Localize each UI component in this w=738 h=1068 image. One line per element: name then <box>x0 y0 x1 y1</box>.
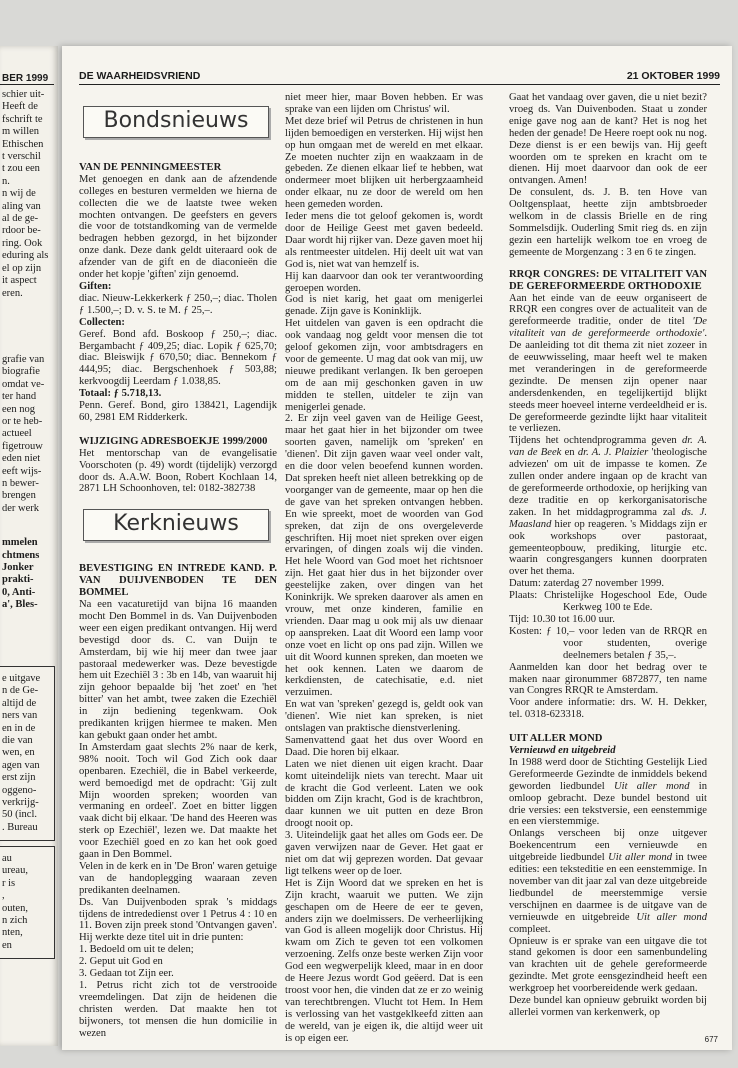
previous-page-line: wen, en <box>2 747 35 759</box>
article-text: Het is Zijn Woord dat we spreken en het is Zijn kracht, waaruit we putten. We zijn geschapen om de Heere de eer te geven, anders zijn we doelmissers. De verheerlijking van God is alleen mogelijk door Christus. Hij kwam om Zich te geven tot een volkomen verzoening. Zelfs onze beste werken Zijn voor God een wegwerpelijk kleed, maar in en door de Heere Jezus wordt God geëerd. Dat is een troost voor hen, die vinden dat ze er zo weinig van terechtbrengen. Vlucht tot Hem. In Hem is verlossing van het vastgeklkeefd zitten aan de wereld, van je eigen ik, die altijd weer uit is op eigen eer. <box>285 877 483 1044</box>
previous-page-line: eren. <box>2 287 23 299</box>
article-title-bevestiging: BEVESTIGING EN INTREDE KAND. P. VAN DUIJVENBODEN TE DEN BOMMEL <box>79 563 277 599</box>
article-text: Aanmelden kan door het bedrag over te maken naar gironummer 6872877, ten name van Congres RRQR te Amsterdam. <box>509 661 707 697</box>
previous-page-line: en <box>2 939 12 951</box>
article-title-penningmeester: VAN DE PENNINGMEESTER <box>79 161 222 173</box>
running-head <box>79 70 720 85</box>
article-text: Aan het einde van de eeuw organiseert de RRQR een congres over de actualiteit van de gereformeerde traditie, onder de titel 'De vitaliteit van de gereformeerde orthodoxie'. De aanleiding tot dit thema zit niet zozeer in de eeuwwisseling, maar heeft wel te maken met veranderingen in de gereformeerde gezindte. De mensen zijn opener naar andersdenkenden, en tegelijkertijd blijkt steeds meer hoeveel interne verdeeldheid er is. De gereformeerde gezindte lijkt haar vitaliteit te verliezen. <box>509 292 707 435</box>
previous-page-line: een nog <box>2 403 35 415</box>
info-line: Tijd: 10.30 tot 16.00 uur. <box>509 613 615 625</box>
article-title-wijziging: WIJZIGING ADRESBOEKJE 1999/2000 <box>79 435 268 447</box>
previous-page-line: ter hand <box>2 391 37 403</box>
article-text: Voor andere informatie: drs. W. H. Dekker, tel. 0318-623318. <box>509 697 707 721</box>
previous-page-line: oggeno- <box>2 784 37 796</box>
giften-label: Giften: <box>79 280 112 292</box>
article-text: Velen in de kerk en in 'De Bron' waren getuige van de handoplegging waaraan zeven predikanten deelnamen. <box>79 860 277 896</box>
column-3 <box>509 92 707 1019</box>
previous-page-line: e uitgave <box>2 673 41 684</box>
article-text: Met deze brief wil Petrus de christenen in hun lijden bemoedigen en versterken. Hij wijst hen op hun omgaan met de wereld en met elkaar. Ze moeten nuchter zijn en waakzaam in de gebeden. Ze dienen elkaar lief te hebben, wat ondermeer moet blijken uit herbergzaamheid onder elkaar, nu ze door de wereld om hen heen gemeden worden. <box>285 115 483 211</box>
previous-page-line: n wij de <box>2 188 36 200</box>
list-item: 2. Geput uit God en <box>79 956 163 968</box>
previous-page-text-top <box>0 89 58 300</box>
column-2 <box>285 92 483 1045</box>
previous-page-line: grafie van <box>2 353 45 365</box>
previous-page-line: prakti- <box>2 574 34 586</box>
previous-page-line: a', Bles- <box>2 599 38 611</box>
previous-page-box-2 <box>0 846 55 959</box>
page-number: 677 <box>704 1035 718 1044</box>
previous-page-line: eduring als <box>2 250 49 262</box>
previous-page-line: Jonker <box>2 562 34 573</box>
article-title-rrqr: RRQR CONGRES: DE VITALITEIT VAN DE GEREFORMEERDE ORTHODOXIE <box>509 268 707 292</box>
previous-page-line: eden niet <box>2 453 41 465</box>
article-text: En wat van 'spreken' gezegd is, geldt ook van 'dienen'. Wie niet kan spreken, is niet ontslagen van praktische dienstverlening. <box>285 699 483 735</box>
previous-page-edge <box>0 46 58 1046</box>
previous-page-line: biografie <box>2 366 40 378</box>
previous-page-box-1 <box>0 666 55 841</box>
previous-page-line: al de ge- <box>2 213 39 225</box>
previous-page-line: t zou een <box>2 163 40 175</box>
previous-page-line: 50 (incl. <box>2 809 37 821</box>
previous-page-line: it aspect <box>2 275 37 287</box>
previous-page-line: r is <box>2 877 16 889</box>
previous-page-line: ureau, <box>2 865 28 877</box>
list-item: 3. Gedaan tot Zijn eer. <box>79 968 174 980</box>
previous-page-line: el op zijn <box>2 262 42 274</box>
article-text: Opnieuw is er sprake van een uitgave die tot stand gekomen is door een samenbundeling van krachten uit de gehele gereformeerde gezindte. Met grote eensgezindheid heeft een werkgroep het voorbereidende werk gedaan. <box>509 935 707 995</box>
article-title-uit-aller-mond: UIT ALLER MOND <box>509 733 603 745</box>
previous-page-line: or te heb- <box>2 415 43 427</box>
previous-page-line: mmelen <box>2 537 38 549</box>
info-line: Kosten: ƒ 10,– voor leden van de RRQR en voor studenten, overige deelnemers betalen ƒ 35,–. <box>509 625 707 661</box>
previous-page-line: omdat ve- <box>2 378 45 390</box>
previous-page-line: verkrijg- <box>2 797 39 809</box>
article-text: Deze bundel kan opnieuw gebruikt worden bij allerlei vormen van kerkenwerk, op <box>509 995 707 1018</box>
list-item: 1. Bedoeld om uit te delen; <box>79 944 194 956</box>
previous-page-line: outen, <box>2 902 28 914</box>
collecten-text: Geref. Bond afd. Boskoop ƒ 250,–; diac. Bergambacht ƒ 409,25; diac. Lopik ƒ 625,70; diac. Bleiswijk ƒ 670,50; diac. Bennekom ƒ 444,95; diac. Bergschenhoek ƒ 503,88; kerkvoogdij Leerdam ƒ 1.038,85. <box>79 328 277 388</box>
previous-page-line: , <box>2 890 5 902</box>
previous-page-line: n bewer- <box>2 477 39 489</box>
article-text: Het mentorschap van de evangelisatie Voorschoten (p. 49) wordt (tijdelijk) verzorgd door ds. A.A.W. Boon, Robert Kochlaan 14, 2871 LH Schoonhoven, tel: 0182-382738 <box>79 447 277 495</box>
article-text: Laten we niet dienen uit eigen kracht. Daar komt uiteindelijk niets van terecht. Maar uit de kracht die God verleent. Laten we ook bidden om Zijn kracht, God is de krachtbron, daar kunnen we uit putten en deze Bron droogt nooit op. <box>285 758 483 830</box>
article-text: Ieder mens die tot geloof gekomen is, wordt door de Heilige Geest met gaven bedeeld. Daar wordt hij rijker van. Deze gaven moet hij als rentmeester uitdelen. Hij deelt uit wat van God is, niet wat van hemzelf is. <box>285 211 483 270</box>
article-text: In Amsterdam gaat slechts 2% naar de kerk, 98% nooit. Toch wil God Zich ook daar openbaren. Ezechiël, die in Babel verkeerde, werd bemoedigd met de opdracht: 'Gij zult Mijn woorden spreken; woorden van vermaning en ordeel'. Zoet en bitter liggen vaak dicht bij elkaar. 'De hand des Heeren was sterk op Ezechiël', lezen we. Dat maakte het voor Ezechiël goed en zo kan het ook goed gaan in Den Bommel. <box>79 741 277 861</box>
previous-page-line: n zich <box>2 915 28 927</box>
previous-page-line: t verschil <box>2 151 41 163</box>
article-text: niet meer hier, maar Boven hebben. Er was sprake van een lijden om Christus' wil. <box>285 92 483 115</box>
previous-page-line: altijd de <box>2 697 37 709</box>
publication-name: DE WAARHEIDSVRIEND <box>79 70 201 82</box>
previous-page-line: ring. Ook <box>2 237 43 249</box>
totaal-line: Totaal: ƒ 5.718,13. <box>79 388 162 400</box>
previous-page-line: schier uit- <box>2 89 45 100</box>
article-text: Samenvattend gaat het dus over Woord en Daad. Die horen bij elkaar. <box>285 734 483 758</box>
previous-page-line: n de Ge- <box>2 685 39 697</box>
issue-date: 21 OKTOBER 1999 <box>626 70 720 82</box>
previous-page-line: eeft wijs- <box>2 465 42 477</box>
article-text: Tijdens het ochtendprogramma geven dr. A. van de Beek en dr. A. J. Plaizier 'theologische adviezen' om uit de impasse te komen. Ze zullen onder andere ingaan op de kracht van de gereformeerde orthodoxie, op herijking van deze traditie en op kerkorganisatorische zaken. In het middagprogramma zal ds. J. Maasland hier op reageren. 's Middags zijn er ook workshops over pastoraat, gemeenteopbouw, prediking, liturgie etc. waarin congresgangers kunnen doorpraten over het thema. <box>509 435 708 578</box>
section-banner-kerknieuws: Kerknieuws <box>83 509 269 541</box>
article-text: De consulent, ds. J. B. ten Hove van Ooltgensplaat, heette zijn ambtsbroeder welkom in de classis Brielle en de ring Sommelsdijk. Ouderling Smit rieg ds. en zijn gezin een hartelijk welkom toe en vroeg de gemeente de Morgenzang : 3 en 6 te zingen. <box>509 187 707 258</box>
info-line: Datum: zaterdag 27 november 1999. <box>509 578 665 590</box>
newspaper-page <box>62 46 732 1050</box>
penning-closing: Penn. Geref. Bond, giro 138421, Lagendijk 60, 2981 EM Ridderkerk. <box>79 400 277 423</box>
article-text: Na een vacaturetijd van bijna 16 maanden mocht Den Bommel in ds. Van Duijvenboden weer een eigen predikant ontvangen. Hij werd bevestigd door ds. C. van Duijn te Amsterdam, bij wie hij meer dan twee jaar pastoraal medewerker was. Deze bevestigde hem uit Ezechiël 3 : 3b en 14b, van waaruit hij zijn gehoor bepaalde bij 'het zoet' en 'het bitter' van het ambt, twee zaken die Ezechiël in zijn bediening tegenkwam. Ook predikanten krijgen hiermee te maken. Men kan gebukt gaan onder het ambt. <box>79 599 277 741</box>
previous-page-text-mid <box>0 354 58 515</box>
previous-page-line: die van <box>2 735 33 747</box>
article-text: Ds. Van Duijvenboden sprak 's middags tijdens de intrededienst over 1 Petrus 4 : 10 en 11. Boven zijn preek stond 'Ontvangen gaven'. Hij werkte deze titel uit in drie punten: <box>79 896 277 944</box>
previous-page-line: en in de <box>2 722 36 734</box>
previous-page-line: Ethischen <box>2 138 44 150</box>
article-subtitle: Vernieuwd en uitgebreid <box>509 745 616 757</box>
previous-page-text-low <box>0 537 58 611</box>
previous-page-line: nten, <box>2 927 23 939</box>
article-text: Met genoegen en dank aan de afzendende colleges en besturen vermelden we hierna de collecten die we de laatste twee weken mochten ontvangen. De geefsters en gevers die voor de totstandkoming van de vermelde bedragen hebben gezorgd, in het bijzonder onze dank. Deze dank geldt uiteraard ook de afzender van de gift en de diaconieën die onder het kopje 'giften' zijn genoemd. <box>79 173 277 281</box>
previous-page-line: agen van <box>2 759 40 771</box>
previous-page-line: figetrouw <box>2 440 43 452</box>
previous-page-line: rdoor be- <box>2 225 41 237</box>
giften-text: diac. Nieuw-Lekkerkerk ƒ 250,–; diac. Tholen ƒ 1.500,–; D. v. S. te M. ƒ 25,–. <box>79 292 277 316</box>
previous-page-line: chtmens <box>2 549 40 561</box>
article-text: God is niet karig, het gaat om menigerlei genade. Zijn gave is Koninklijk. <box>285 294 483 318</box>
column-1 <box>79 90 277 1040</box>
previous-page-line: aling van <box>2 200 41 212</box>
previous-page-line: erst zijn <box>2 772 36 784</box>
article-text: Het uitdelen van gaven is een opdracht die ook vandaag nog geldt voor mensen die tot geloof gekomen zijn, voor ambtsdragers en voor de gemeente. U mag dat ook van mij, uw nieuwe predikant verlangen. Ik ben geroepen om de aan mij geschonken gaven in uw midden te stellen, uitdeler te zijn van menigerlei genade. <box>285 318 483 413</box>
previous-page-line: ners van <box>2 710 38 722</box>
previous-page-line: der werk <box>2 502 40 514</box>
previous-page-line: actueel <box>2 428 32 440</box>
previous-page-line: 0, Anti- <box>2 586 36 598</box>
info-line: Plaats: Christelijke Hogeschool Ede, Oude Kerkweg 100 te Ede. <box>509 590 707 614</box>
previous-page-header: BER 1999 <box>0 46 54 85</box>
previous-page-line: . Bureau <box>2 821 38 833</box>
article-text: 1. Petrus richt zich tot de verstrooide vreemdelingen. Dat zijn de heidenen die christen werden. Dat maakte hen tot bijwoners, tot mensen die hun domicilie in wezen <box>79 980 277 1039</box>
previous-page-line: n. <box>2 175 10 187</box>
previous-page-line: brengen <box>2 490 36 502</box>
article-text: Hij kan daarvoor dan ook ter verantwoording geroepen worden. <box>285 270 483 294</box>
previous-page-line: Heeft de <box>2 101 38 113</box>
article-text: Onlangs verscheen bij onze uitgever Boekencentrum een vernieuwde en uitgebreide liedbundel Uit aller mond in twee edities: een teksteditie en een eenstemmige. In november van dit jaar zal van deze uitgebreide liedbundel de meerstemmige versie verschijnen en daarmee is de uitgave van de vernieuwde en uitgebreide Uit aller mond compleet. <box>509 828 707 935</box>
section-banner-bondsnieuws: Bondsnieuws <box>83 106 269 138</box>
article-text: 3. Uiteindelijk gaat het alles om Gods eer. De gaven verwijzen naar de Gever. Het gaat er niet om dat wij geprezen worden. Dat gevaar ligt telkens weer op de loer. <box>285 830 483 877</box>
article-text: In 1988 werd door de Stichting Gestelijk Lied Gereformeerde Gezindte de inmiddels bekend geworden liedbundel Uit aller mond in omloop gebracht. Deze bundel bestond uit drie versies: een tekstversie, een eenstemmige en een vierstemmige. <box>509 756 708 828</box>
collecten-label: Collecten: <box>79 316 125 328</box>
article-text: Gaat het vandaag over gaven, die u niet bezit? vroeg ds. Van Duivenboden. Staat u zonder enige gave nog aan de kant? Het is nog het heden der genade! De Heere roept ook nu nog. Deze dienst is er een bewijs van. Hij geeft woorden om te spreken en kracht om te dienen. Hij moet daarvoor dan ook de eer ontvangen. Amen! <box>509 92 707 187</box>
previous-page-line: fschrift te <box>2 113 43 125</box>
previous-page-line: m willen <box>2 126 40 138</box>
article-text: 2. Er zijn veel gaven van de Heilige Geest, maar het gaat hier in het bijzonder om twee soorten gaven, namelijk om 'spreken' en 'dienen'. Dit zijn gaven waar veel onder valt, en die door velen beoefend kunnen worden. Dat spreken heeft niet alleen betrekking op de voorganger van de gemeente, maar op hen die de gave van het spreken ontvangen hebben. En wie spreekt, moet de woorden van God spreken, dat zijn de ons overgeleverde geschriften. Hij moet niet spreken over eigen ervaringen, of dingen zoals wij die vinden. Het hele Woord van God moet het richtsnoer zijn. Het gaat hier dus in het bijzonder over geestelijke zaken, over dingen van het Koninkrijk. We spreken daarover als amen en vrouw, met onze kinderen, familie en vrienden. Daar mag u ook mij als uw dienaar op aanspreken. Laat dit Woord een lamp voor onze voet en licht op ons pad zijn. Willen we uit dit Woord kunnen spreken, dan moeten we het ook kennen. Laten we daarom de kerkdiensten, de catechisatie, e.d. niet verzuimen. <box>285 413 483 699</box>
previous-page-line: au <box>2 853 12 864</box>
